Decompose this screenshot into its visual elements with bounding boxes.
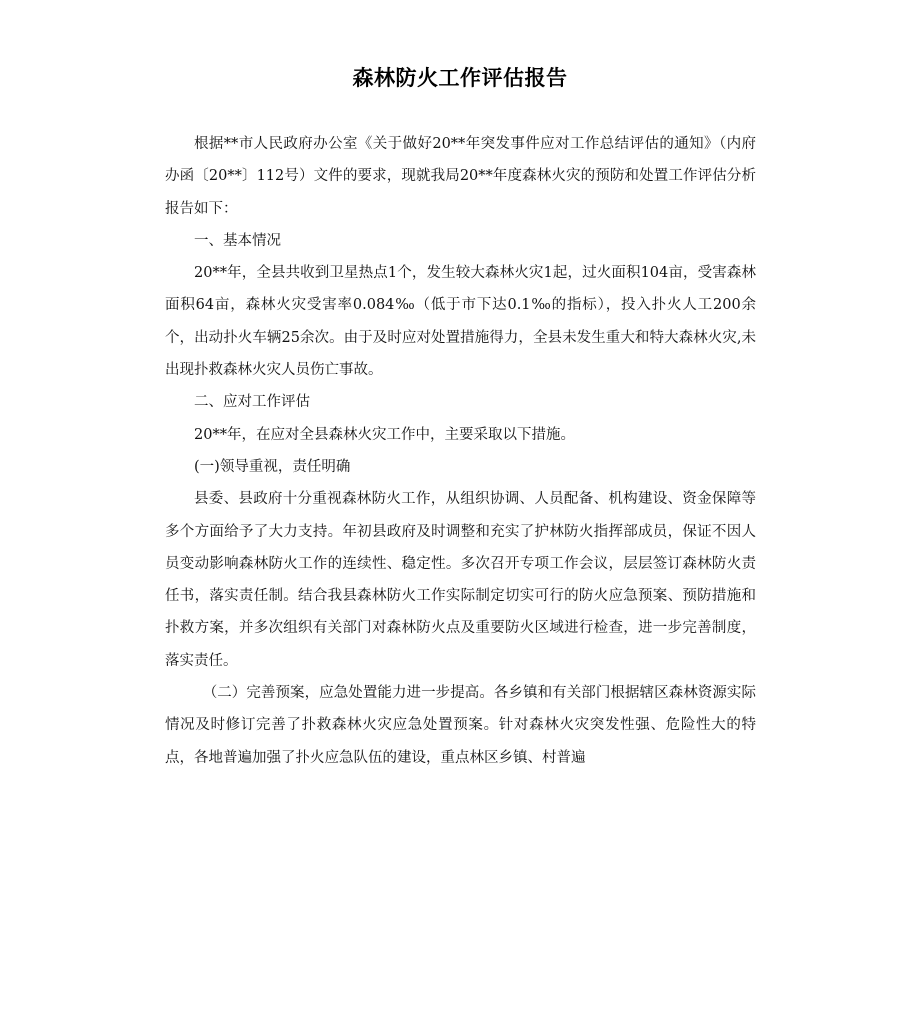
paragraph-basic-situation: 20**年，全县共收到卫星热点1个，发生较大森林火灾1起，过火面积104亩，受害森林面积64亩，森林火灾受害率0.084‰（低于市下达0.1‰的指标），投入扑火人工200余个，出动扑火车辆25余次。由于及时应对处置措施得力，全县未发生重大和特大森林火灾,未出现扑救森林火灾人员伤亡事故。 bbox=[165, 265, 756, 379]
paragraph-leadership: 县委、县政府十分重视森林防火工作，从组织协调、人员配备、机构建设、资金保障等多个方面给予了大力支持。年初县政府及时调整和充实了护林防火指挥部成员，保证不因人员变动影响森林防火工作的连续性、稳定性。多次召开专项工作会议，层层签订森林防火责任书，落实责任制。结合我县森林防火工作实际制定切实可行的防火应急预案、预防措施和扑救方案，并多次组织有关部门对森林防火点及重要防火区域进行检查，进一步完善制度，落实责任。 bbox=[165, 491, 756, 669]
subheading-leadership: (一)领导重视，责任明确 bbox=[194, 458, 351, 475]
paragraph-intro: 根据**市人民政府办公室《关于做好20**年突发事件应对工作总结评估的通知》（内府办函〔20**〕112号）文件的要求，现就我局20**年度森林火灾的预防和处置工作评估分析报告如下： bbox=[165, 136, 756, 217]
heading-basic-situation: 一、基本情况 bbox=[194, 232, 281, 249]
paragraph-contingency-plans: （二）完善预案，应急处置能力进一步提高。各乡镇和有关部门根据辖区森林资源实际情况及时修订完善了扑救森林火灾应急处置预案。针对森林火灾突发性强、危险性大的特点，各地普遍加强了扑火应急队伍的建设，重点林区乡镇、村普遍 bbox=[165, 685, 756, 766]
document-body bbox=[165, 128, 756, 774]
paragraph-response-intro: 20**年，在应对全县森林火灾工作中，主要采取以下措施。 bbox=[194, 426, 575, 443]
heading-response-evaluation: 二、应对工作评估 bbox=[194, 394, 310, 411]
document-title: 森林防火工作评估报告 bbox=[352, 66, 568, 90]
